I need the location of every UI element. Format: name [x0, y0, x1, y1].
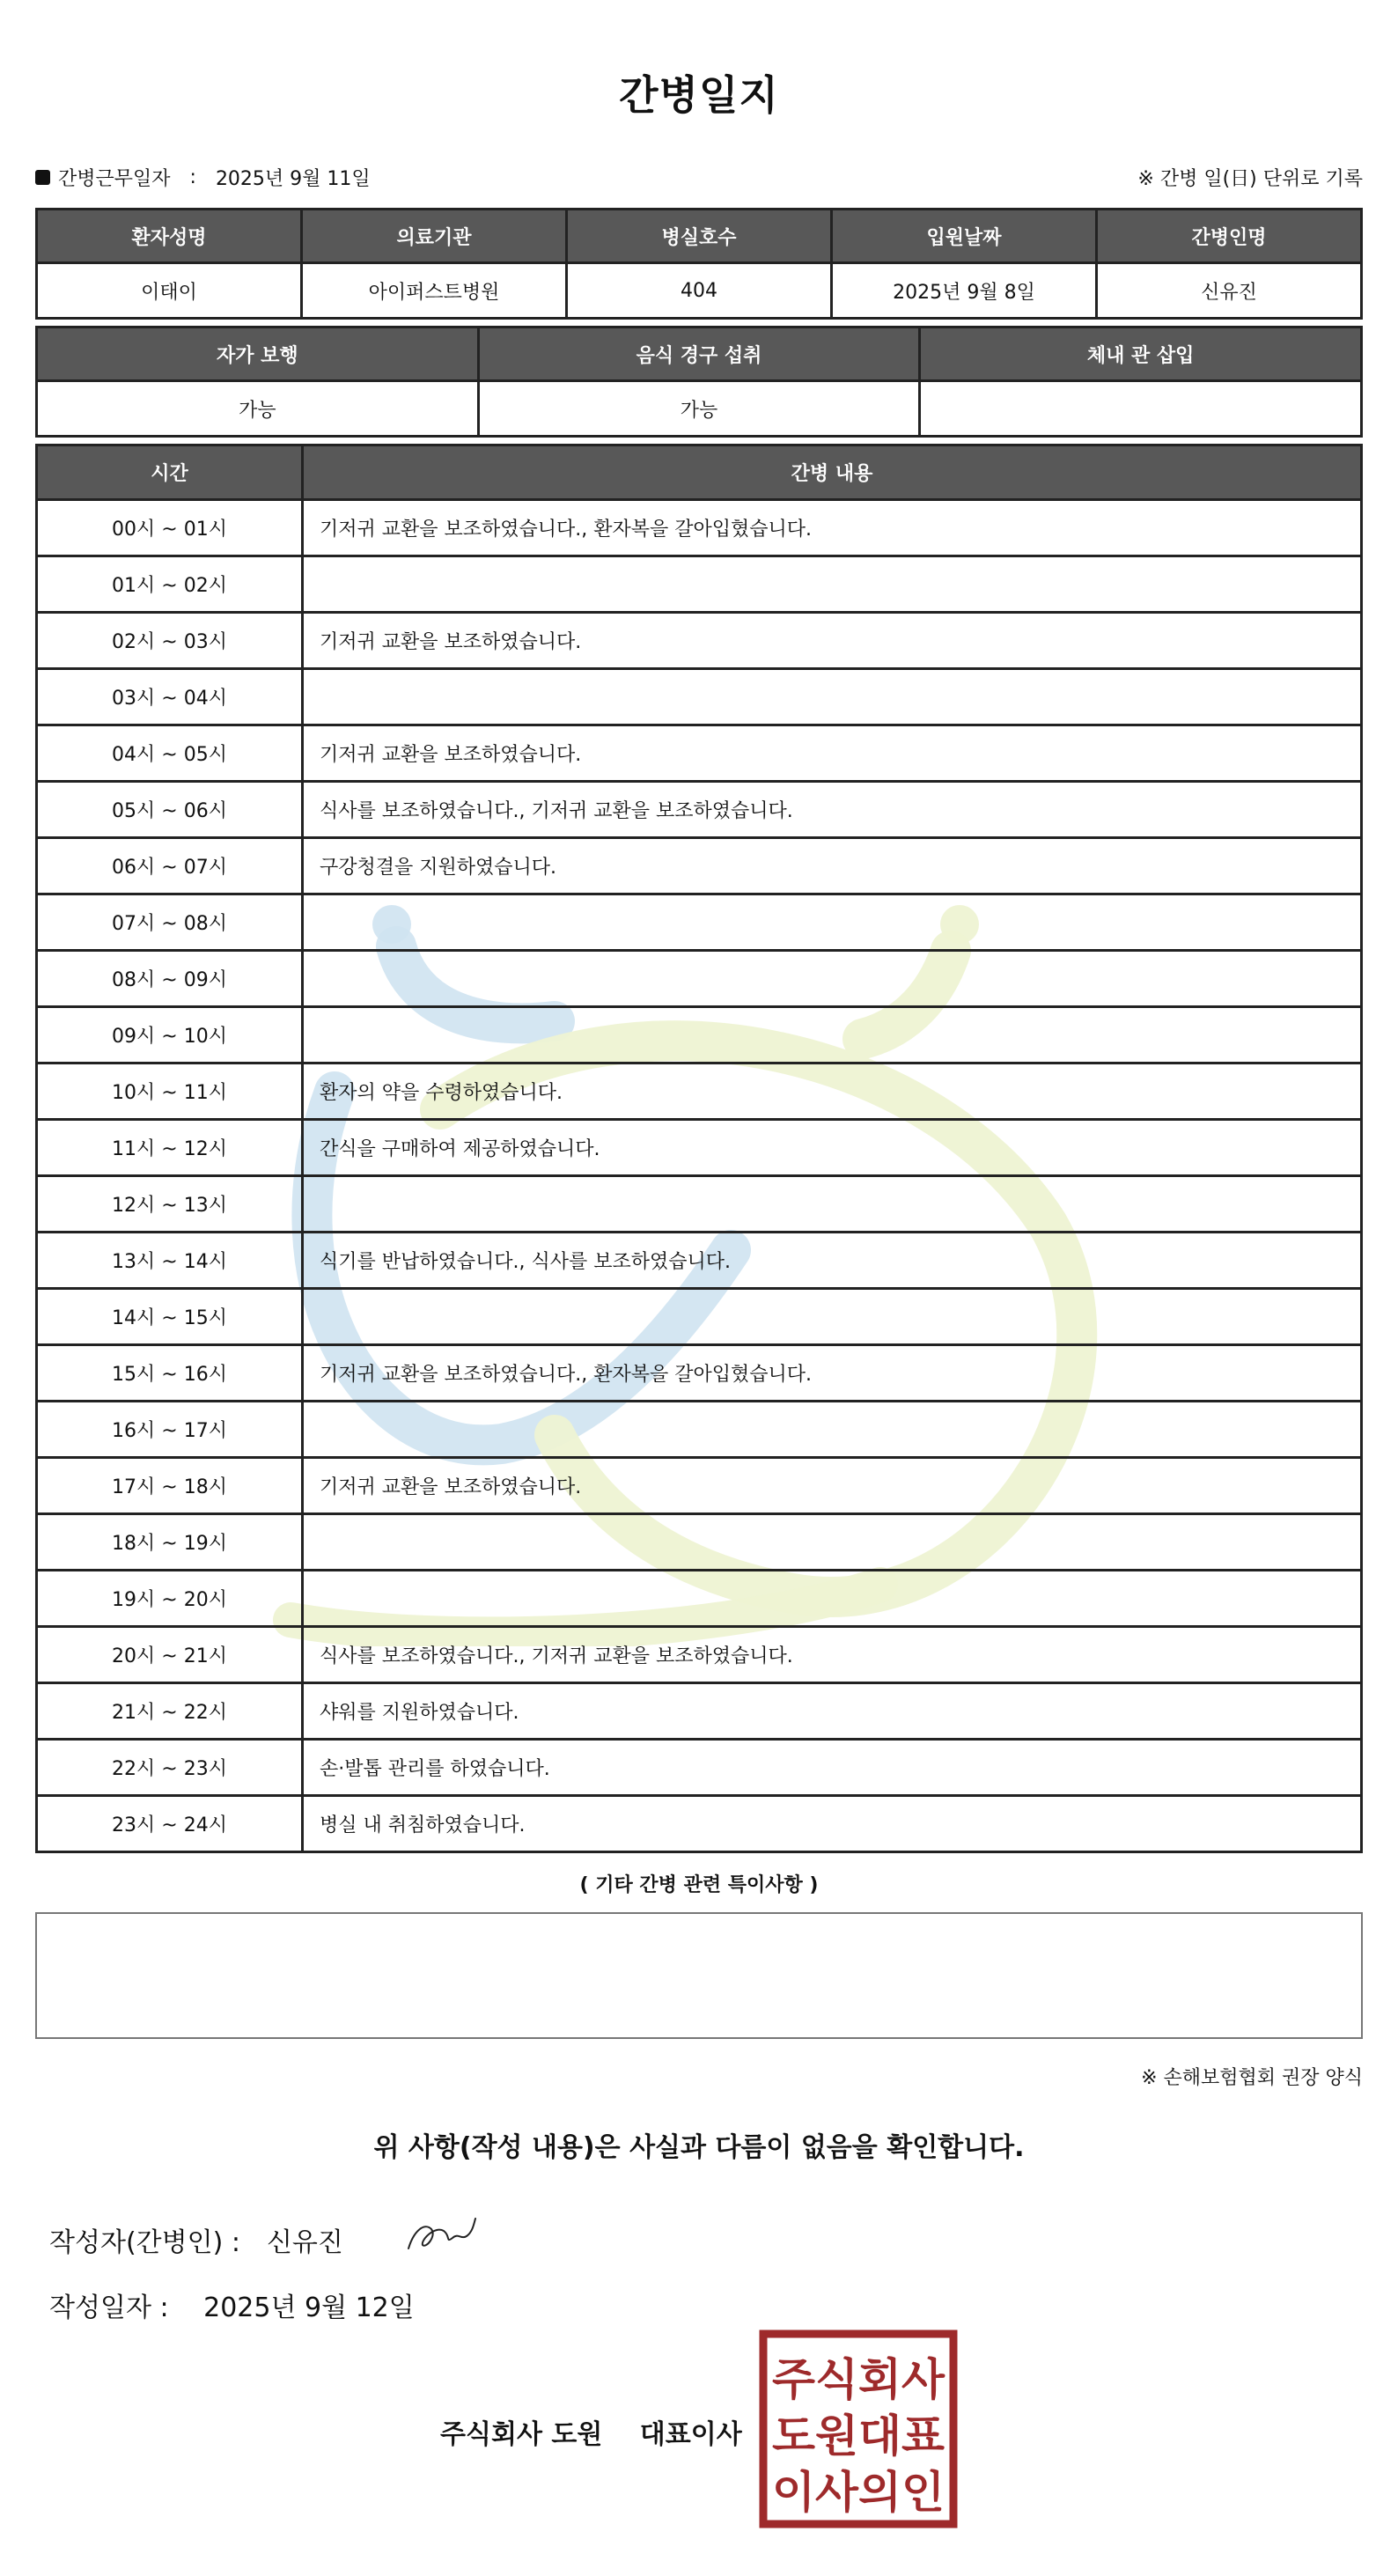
content-cell: 기저귀 교환을 보조하였습니다.: [303, 1458, 1362, 1514]
company-name: 주식회사 도원: [440, 2419, 603, 2450]
header-self-walking: 자가 보행: [37, 328, 479, 381]
time-cell: 03시 ~ 04시: [37, 669, 303, 725]
content-cell: 손·발톱 관리를 하였습니다.: [303, 1740, 1362, 1796]
table-row: [37, 1740, 1362, 1796]
written-date-line: [49, 2285, 415, 2324]
square-bullet-icon: [35, 170, 50, 185]
table-row: [37, 1176, 1362, 1233]
content-cell: 식사를 보조하였습니다., 기저귀 교환을 보조하였습니다.: [303, 1627, 1362, 1683]
work-date-value: 2025년 9월 11일: [215, 168, 371, 190]
confirmation-statement: 위 사항(작성 내용)은 사실과 다름이 없음을 확인합니다.: [373, 2132, 1025, 2163]
table-row: [37, 838, 1362, 894]
meta-row: [35, 164, 1363, 192]
time-cell: 09시 ~ 10시: [37, 1007, 303, 1064]
company-signature-line: [440, 2412, 742, 2451]
time-cell: 14시 ~ 15시: [37, 1289, 303, 1345]
table-row: [37, 782, 1362, 838]
caregiver-name: 신유진: [1097, 263, 1362, 319]
signature-icon: [405, 2213, 493, 2254]
table-row: [37, 669, 1362, 725]
content-cell: 기저귀 교환을 보조하였습니다.: [303, 725, 1362, 782]
content-cell: 식사를 보조하였습니다., 기저귀 교환을 보조하였습니다.: [303, 782, 1362, 838]
room-number: 404: [567, 263, 832, 319]
oral-intake: 가능: [478, 381, 920, 437]
work-date-separator: :: [189, 166, 196, 188]
time-cell: 06시 ~ 07시: [37, 838, 303, 894]
content-cell: 기저귀 교환을 보조하였습니다., 환자복을 갈아입혔습니다.: [303, 1345, 1362, 1402]
content-cell: 환자의 약을 수령하였습니다.: [303, 1064, 1362, 1120]
table-row: [37, 725, 1362, 782]
unit-note: ※ 간병 일(日) 단위로 기록: [1137, 168, 1363, 190]
time-cell: 23시 ~ 24시: [37, 1796, 303, 1852]
header-admission-date: 입원날짜: [832, 210, 1097, 263]
tube-insertion: [920, 381, 1362, 437]
content-cell: [303, 556, 1362, 613]
work-date: [35, 164, 371, 191]
content-cell: [303, 894, 1362, 951]
content-cell: [303, 669, 1362, 725]
writer-label: 작성자(간병인) :: [49, 2227, 240, 2258]
time-cell: 17시 ~ 18시: [37, 1458, 303, 1514]
remarks-box: [35, 1912, 1363, 2039]
time-cell: 05시 ~ 06시: [37, 782, 303, 838]
time-cell: 02시 ~ 03시: [37, 613, 303, 669]
content-cell: [303, 951, 1362, 1007]
time-cell: 13시 ~ 14시: [37, 1233, 303, 1289]
ceo-title: 대표이사: [639, 2419, 742, 2450]
header-room-number: 병실호수: [567, 210, 832, 263]
patient-name: 이태이: [37, 263, 302, 319]
ability-table: [35, 326, 1363, 438]
seal-line-3: 이사의인: [772, 2467, 945, 2518]
time-cell: 16시 ~ 17시: [37, 1402, 303, 1458]
header-hospital: 의료기관: [302, 210, 567, 263]
time-cell: 01시 ~ 02시: [37, 556, 303, 613]
time-cell: 18시 ~ 19시: [37, 1514, 303, 1571]
seal-line-2: 도원대표: [772, 2410, 945, 2462]
table-row: [37, 1007, 1362, 1064]
header-time: 시간: [37, 445, 303, 500]
header-patient-name: 환자성명: [37, 210, 302, 263]
content-cell: 구강청결을 지원하였습니다.: [303, 838, 1362, 894]
table-row: [37, 1120, 1362, 1176]
table-row: [37, 1402, 1362, 1458]
hospital: 아이퍼스트병원: [302, 263, 567, 319]
time-cell: 20시 ~ 21시: [37, 1627, 303, 1683]
content-cell: [303, 1289, 1362, 1345]
time-cell: 21시 ~ 22시: [37, 1683, 303, 1740]
content-cell: [303, 1007, 1362, 1064]
header-oral-intake: 음식 경구 섭취: [478, 328, 920, 381]
table-row: [37, 1233, 1362, 1289]
work-date-label: 간병근무일자: [58, 168, 171, 190]
care-log-table: [35, 444, 1363, 1853]
time-cell: 00시 ~ 01시: [37, 500, 303, 556]
content-cell: [303, 1514, 1362, 1571]
table-row: [37, 951, 1362, 1007]
table-row: [37, 613, 1362, 669]
content-cell: 간식을 구매하여 제공하였습니다.: [303, 1120, 1362, 1176]
content-cell: [303, 1402, 1362, 1458]
table-row: [37, 1683, 1362, 1740]
time-cell: 12시 ~ 13시: [37, 1176, 303, 1233]
content-cell: 기저귀 교환을 보조하였습니다.: [303, 613, 1362, 669]
time-cell: 07시 ~ 08시: [37, 894, 303, 951]
table-row: [37, 1796, 1362, 1852]
recommendation-note: ※ 손해보험협회 권장 양식: [1141, 2067, 1363, 2089]
page-title: 간병일지: [619, 71, 779, 119]
table-row: [37, 1627, 1362, 1683]
table-row: [37, 1064, 1362, 1120]
time-cell: 15시 ~ 16시: [37, 1345, 303, 1402]
writer-line: [49, 2220, 343, 2259]
header-caregiver-name: 간병인명: [1097, 210, 1362, 263]
self-walking: 가능: [37, 381, 479, 437]
content-cell: 기저귀 교환을 보조하였습니다., 환자복을 갈아입혔습니다.: [303, 500, 1362, 556]
time-cell: 10시 ~ 11시: [37, 1064, 303, 1120]
writer-name: 신유진: [266, 2227, 343, 2258]
admission-date: 2025년 9월 8일: [832, 263, 1097, 319]
table-row: [37, 1514, 1362, 1571]
table-row: [37, 1458, 1362, 1514]
company-seal-stamp: [759, 2329, 958, 2528]
content-cell: 병실 내 취침하였습니다.: [303, 1796, 1362, 1852]
seal-line-1: 주식회사: [772, 2354, 945, 2405]
table-row: [37, 1571, 1362, 1627]
content-cell: 식기를 반납하였습니다., 식사를 보조하였습니다.: [303, 1233, 1362, 1289]
time-cell: 11시 ~ 12시: [37, 1120, 303, 1176]
table-row: [37, 500, 1362, 556]
patient-info-table: [35, 208, 1363, 320]
header-tube-insertion: 체내 관 삽입: [920, 328, 1362, 381]
table-row: [37, 1345, 1362, 1402]
table-row: [37, 894, 1362, 951]
time-cell: 04시 ~ 05시: [37, 725, 303, 782]
written-date-value: 2025년 9월 12일: [203, 2293, 415, 2323]
time-cell: 08시 ~ 09시: [37, 951, 303, 1007]
table-row: [37, 1289, 1362, 1345]
remarks-title: ( 기타 간병 관련 특이사항 ): [579, 1874, 819, 1896]
content-cell: [303, 1176, 1362, 1233]
header-care-content: 간병 내용: [303, 445, 1362, 500]
written-date-label: 작성일자 :: [49, 2293, 169, 2323]
content-cell: [303, 1571, 1362, 1627]
content-cell: 샤워를 지원하였습니다.: [303, 1683, 1362, 1740]
time-cell: 22시 ~ 23시: [37, 1740, 303, 1796]
time-cell: 19시 ~ 20시: [37, 1571, 303, 1627]
table-row: [37, 556, 1362, 613]
